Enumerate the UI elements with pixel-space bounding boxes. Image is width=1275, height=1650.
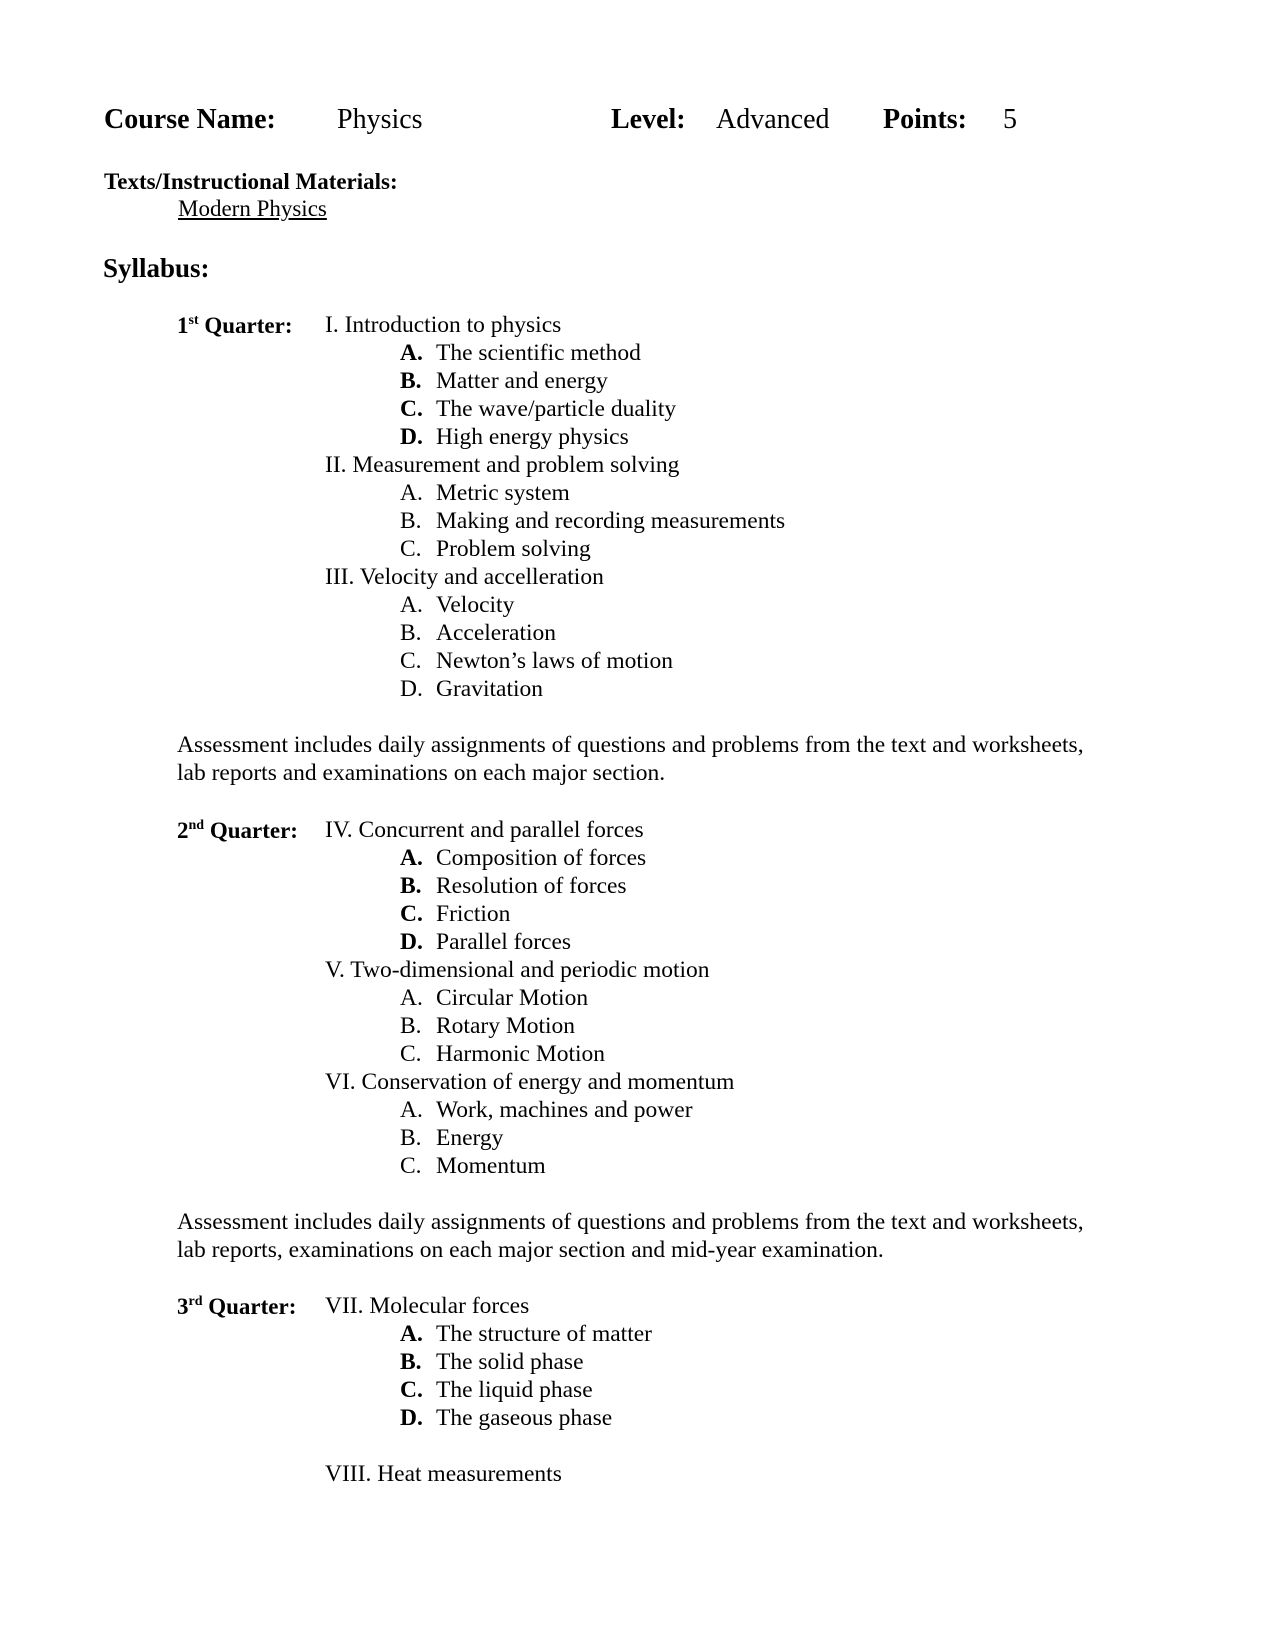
quarter-2-label	[177, 819, 298, 842]
list-item: B. Making and recording measurements	[400, 508, 786, 534]
topic-3: III. Velocity and accelleration	[325, 564, 604, 590]
quarter-1-suffix: st	[188, 313, 199, 328]
topic-4: IV. Concurrent and parallel forces	[325, 817, 644, 843]
list-item: B. Energy	[400, 1125, 504, 1151]
quarter-3-label	[177, 1295, 296, 1318]
list-item: B. The solid phase	[400, 1349, 584, 1375]
syllabus-heading: Syllabus:	[103, 253, 210, 283]
topic-5: V. Two-dimensional and periodic motion	[325, 957, 710, 983]
topic-7: VII. Molecular forces	[325, 1293, 530, 1319]
level-value: Advanced	[716, 104, 830, 135]
list-item: C. Friction	[400, 901, 511, 927]
list-item: A. Circular Motion	[400, 985, 589, 1011]
quarter-3-suffix: rd	[188, 1294, 203, 1309]
list-item: B. Matter and energy	[400, 368, 608, 394]
list-item: B. Rotary Motion	[400, 1013, 576, 1039]
topic-8: VIII. Heat measurements	[325, 1461, 562, 1487]
quarter-2-word: Quarter:	[209, 818, 298, 843]
assessment-2-line-1: Assessment includes daily assignments of questions and problems from the text and worksheets,	[177, 1209, 1084, 1235]
list-item: C. Harmonic Motion	[400, 1041, 606, 1067]
list-item: A. The structure of matter	[400, 1321, 652, 1347]
list-item: A. Composition of forces	[400, 845, 647, 871]
topic-6: VI. Conservation of energy and momentum	[325, 1069, 735, 1095]
quarter-1-number: 1	[177, 313, 189, 338]
list-item: B. Acceleration	[400, 620, 557, 646]
materials-book: Modern Physics	[178, 196, 327, 221]
list-item: C. Problem solving	[400, 536, 591, 562]
quarter-3-number: 3	[177, 1294, 189, 1319]
list-item: D. Parallel forces	[400, 929, 572, 955]
topic-1: I. Introduction to physics	[325, 312, 562, 338]
points-label: Points:	[883, 104, 967, 135]
quarter-1-word: Quarter:	[204, 313, 293, 338]
course-name-value: Physics	[337, 104, 423, 135]
list-item: B. Resolution of forces	[400, 873, 627, 899]
quarter-2-suffix: nd	[188, 818, 205, 833]
list-item: C. The wave/particle duality	[400, 396, 677, 422]
points-value: 5	[1003, 104, 1017, 135]
course-name-label: Course Name:	[104, 104, 276, 135]
list-item: A. Work, machines and power	[400, 1097, 693, 1123]
list-item: A. Velocity	[400, 592, 515, 618]
quarter-2-number: 2	[177, 818, 189, 843]
list-item: D. Gravitation	[400, 676, 544, 702]
quarter-3-word: Quarter:	[208, 1294, 297, 1319]
assessment-1-line-1: Assessment includes daily assignments of questions and problems from the text and worksheets,	[177, 732, 1084, 758]
list-item: C. Momentum	[400, 1153, 546, 1179]
list-item: A. The scientific method	[400, 340, 641, 366]
list-item: D. High energy physics	[400, 424, 629, 450]
list-item: C. Newton’s laws of motion	[400, 648, 673, 674]
level-label: Level:	[611, 104, 686, 135]
quarter-1-label	[177, 314, 293, 337]
assessment-2-line-2: lab reports, examinations on each major section and mid-year examination.	[177, 1237, 884, 1263]
topic-2: II. Measurement and problem solving	[325, 452, 680, 478]
list-item: C. The liquid phase	[400, 1377, 593, 1403]
list-item: A. Metric system	[400, 480, 570, 506]
list-item: D. The gaseous phase	[400, 1405, 613, 1431]
assessment-1-line-2: lab reports and examinations on each major section.	[177, 760, 666, 786]
materials-label: Texts/Instructional Materials:	[104, 169, 398, 194]
